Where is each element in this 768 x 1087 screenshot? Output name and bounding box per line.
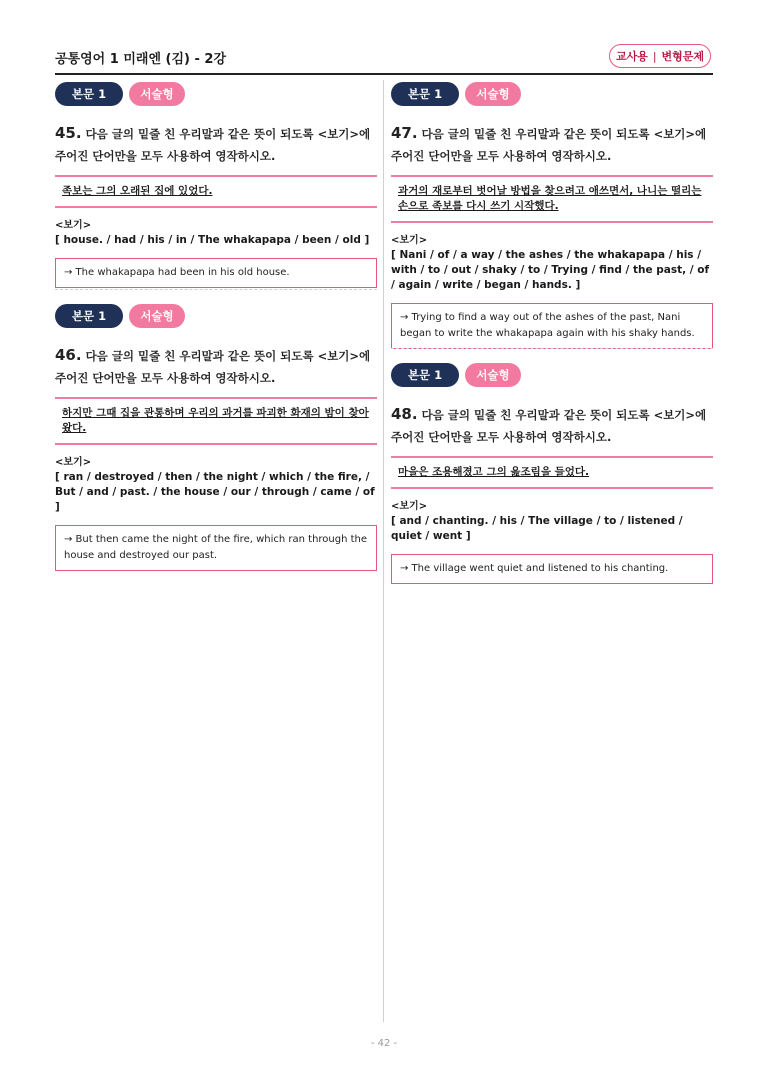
text-tag: 본문 1: [55, 304, 123, 328]
badge-variant-label: 변형문제: [661, 50, 705, 63]
page-number: - 42 -: [370, 1038, 398, 1049]
section-tags: [391, 363, 713, 387]
answer-box: → The village went quiet and listened to his chanting.: [391, 554, 713, 584]
given-korean-sentence: 하지만 그때 집을 관통하며 우리의 과거를 파괴한 화재의 밤이 찾아왔다.: [55, 397, 377, 445]
text-tag: 본문 1: [55, 82, 123, 106]
badge-teacher-label: 교사용: [615, 50, 648, 63]
type-tag: 서술형: [129, 304, 185, 328]
question-47: [391, 82, 713, 349]
question-48: [391, 363, 713, 584]
bogi-label: <보기>: [391, 235, 428, 246]
page-title: 공통영어 1 미래엔 (김) - 2강: [55, 52, 227, 67]
question-number: 48.: [391, 405, 418, 423]
question-prompt: [55, 344, 377, 389]
section-tags: [55, 304, 377, 328]
given-korean-sentence: 과거의 재로부터 벗어날 방법을 찾으려고 애쓰면서, 나니는 떨리는 손으로 족보를 다시 쓰기 시작했다.: [391, 175, 713, 223]
bogi-label: <보기>: [55, 220, 92, 231]
question-text: 다음 글의 밑줄 친 우리말과 같은 뜻이 되도록 <보기>에 주어진 단어만을 모두 사용하여 영작하시오.: [55, 349, 371, 385]
question-text: 다음 글의 밑줄 친 우리말과 같은 뜻이 되도록 <보기>에 주어진 단어만을 모두 사용하여 영작하시오.: [391, 408, 707, 444]
answer-box: → But then came the night of the fire, which ran through the house and destroyed our past.: [55, 525, 377, 571]
header-rule: [55, 73, 713, 75]
type-tag: 서술형: [465, 363, 521, 387]
section-divider: [55, 289, 377, 290]
type-tag: 서술형: [129, 82, 185, 106]
question-text: 다음 글의 밑줄 친 우리말과 같은 뜻이 되도록 <보기>에 주어진 단어만을 모두 사용하여 영작하시오.: [55, 127, 371, 163]
given-korean-sentence: 마을은 조용해졌고 그의 읊조림을 들었다.: [391, 456, 713, 489]
section-divider: [391, 348, 713, 349]
question-text: 다음 글의 밑줄 친 우리말과 같은 뜻이 되도록 <보기>에 주어진 단어만을 모두 사용하여 영작하시오.: [391, 127, 707, 163]
question-prompt: [55, 122, 377, 167]
question-46: [55, 304, 377, 571]
section-tags: [391, 82, 713, 106]
badge-separator: |: [652, 49, 657, 63]
bogi-word-list: [ house. / had / his / in / The whakapapa / been / old ]: [55, 234, 370, 246]
bogi-word-list: [ Nani / of / a way / the ashes / the whakapapa / his / with / to / out / shaky / to / Trying / find / the past, / of / again / write / began / hands. ]: [391, 249, 710, 291]
question-prompt: [391, 403, 713, 448]
text-tag: 본문 1: [391, 363, 459, 387]
question-45: [55, 82, 377, 288]
bogi-word-list: [ ran / destroyed / then / the night / which / the fire, / But / and / past. / the house / our / through / came / of ]: [55, 471, 375, 513]
text-tag: 본문 1: [391, 82, 459, 106]
question-number: 46.: [55, 346, 82, 364]
teacher-edition-badge: [609, 44, 711, 68]
bogi-word-list: [ and / chanting. / his / The village / to / listened / quiet / went ]: [391, 515, 683, 542]
column-divider: [383, 80, 384, 1022]
type-tag: 서술형: [465, 82, 521, 106]
question-number: 45.: [55, 124, 82, 142]
answer-box: → The whakapapa had been in his old house.: [55, 258, 377, 288]
question-prompt: [391, 122, 713, 167]
given-korean-sentence: 족보는 그의 오래된 집에 있었다.: [55, 175, 377, 208]
section-tags: [55, 82, 377, 106]
bogi-label: <보기>: [55, 457, 92, 468]
question-number: 47.: [391, 124, 418, 142]
bogi-label: <보기>: [391, 501, 428, 512]
answer-box: → Trying to find a way out of the ashes of the past, Nani began to write the whakapapa again with his shaky hands.: [391, 303, 713, 349]
